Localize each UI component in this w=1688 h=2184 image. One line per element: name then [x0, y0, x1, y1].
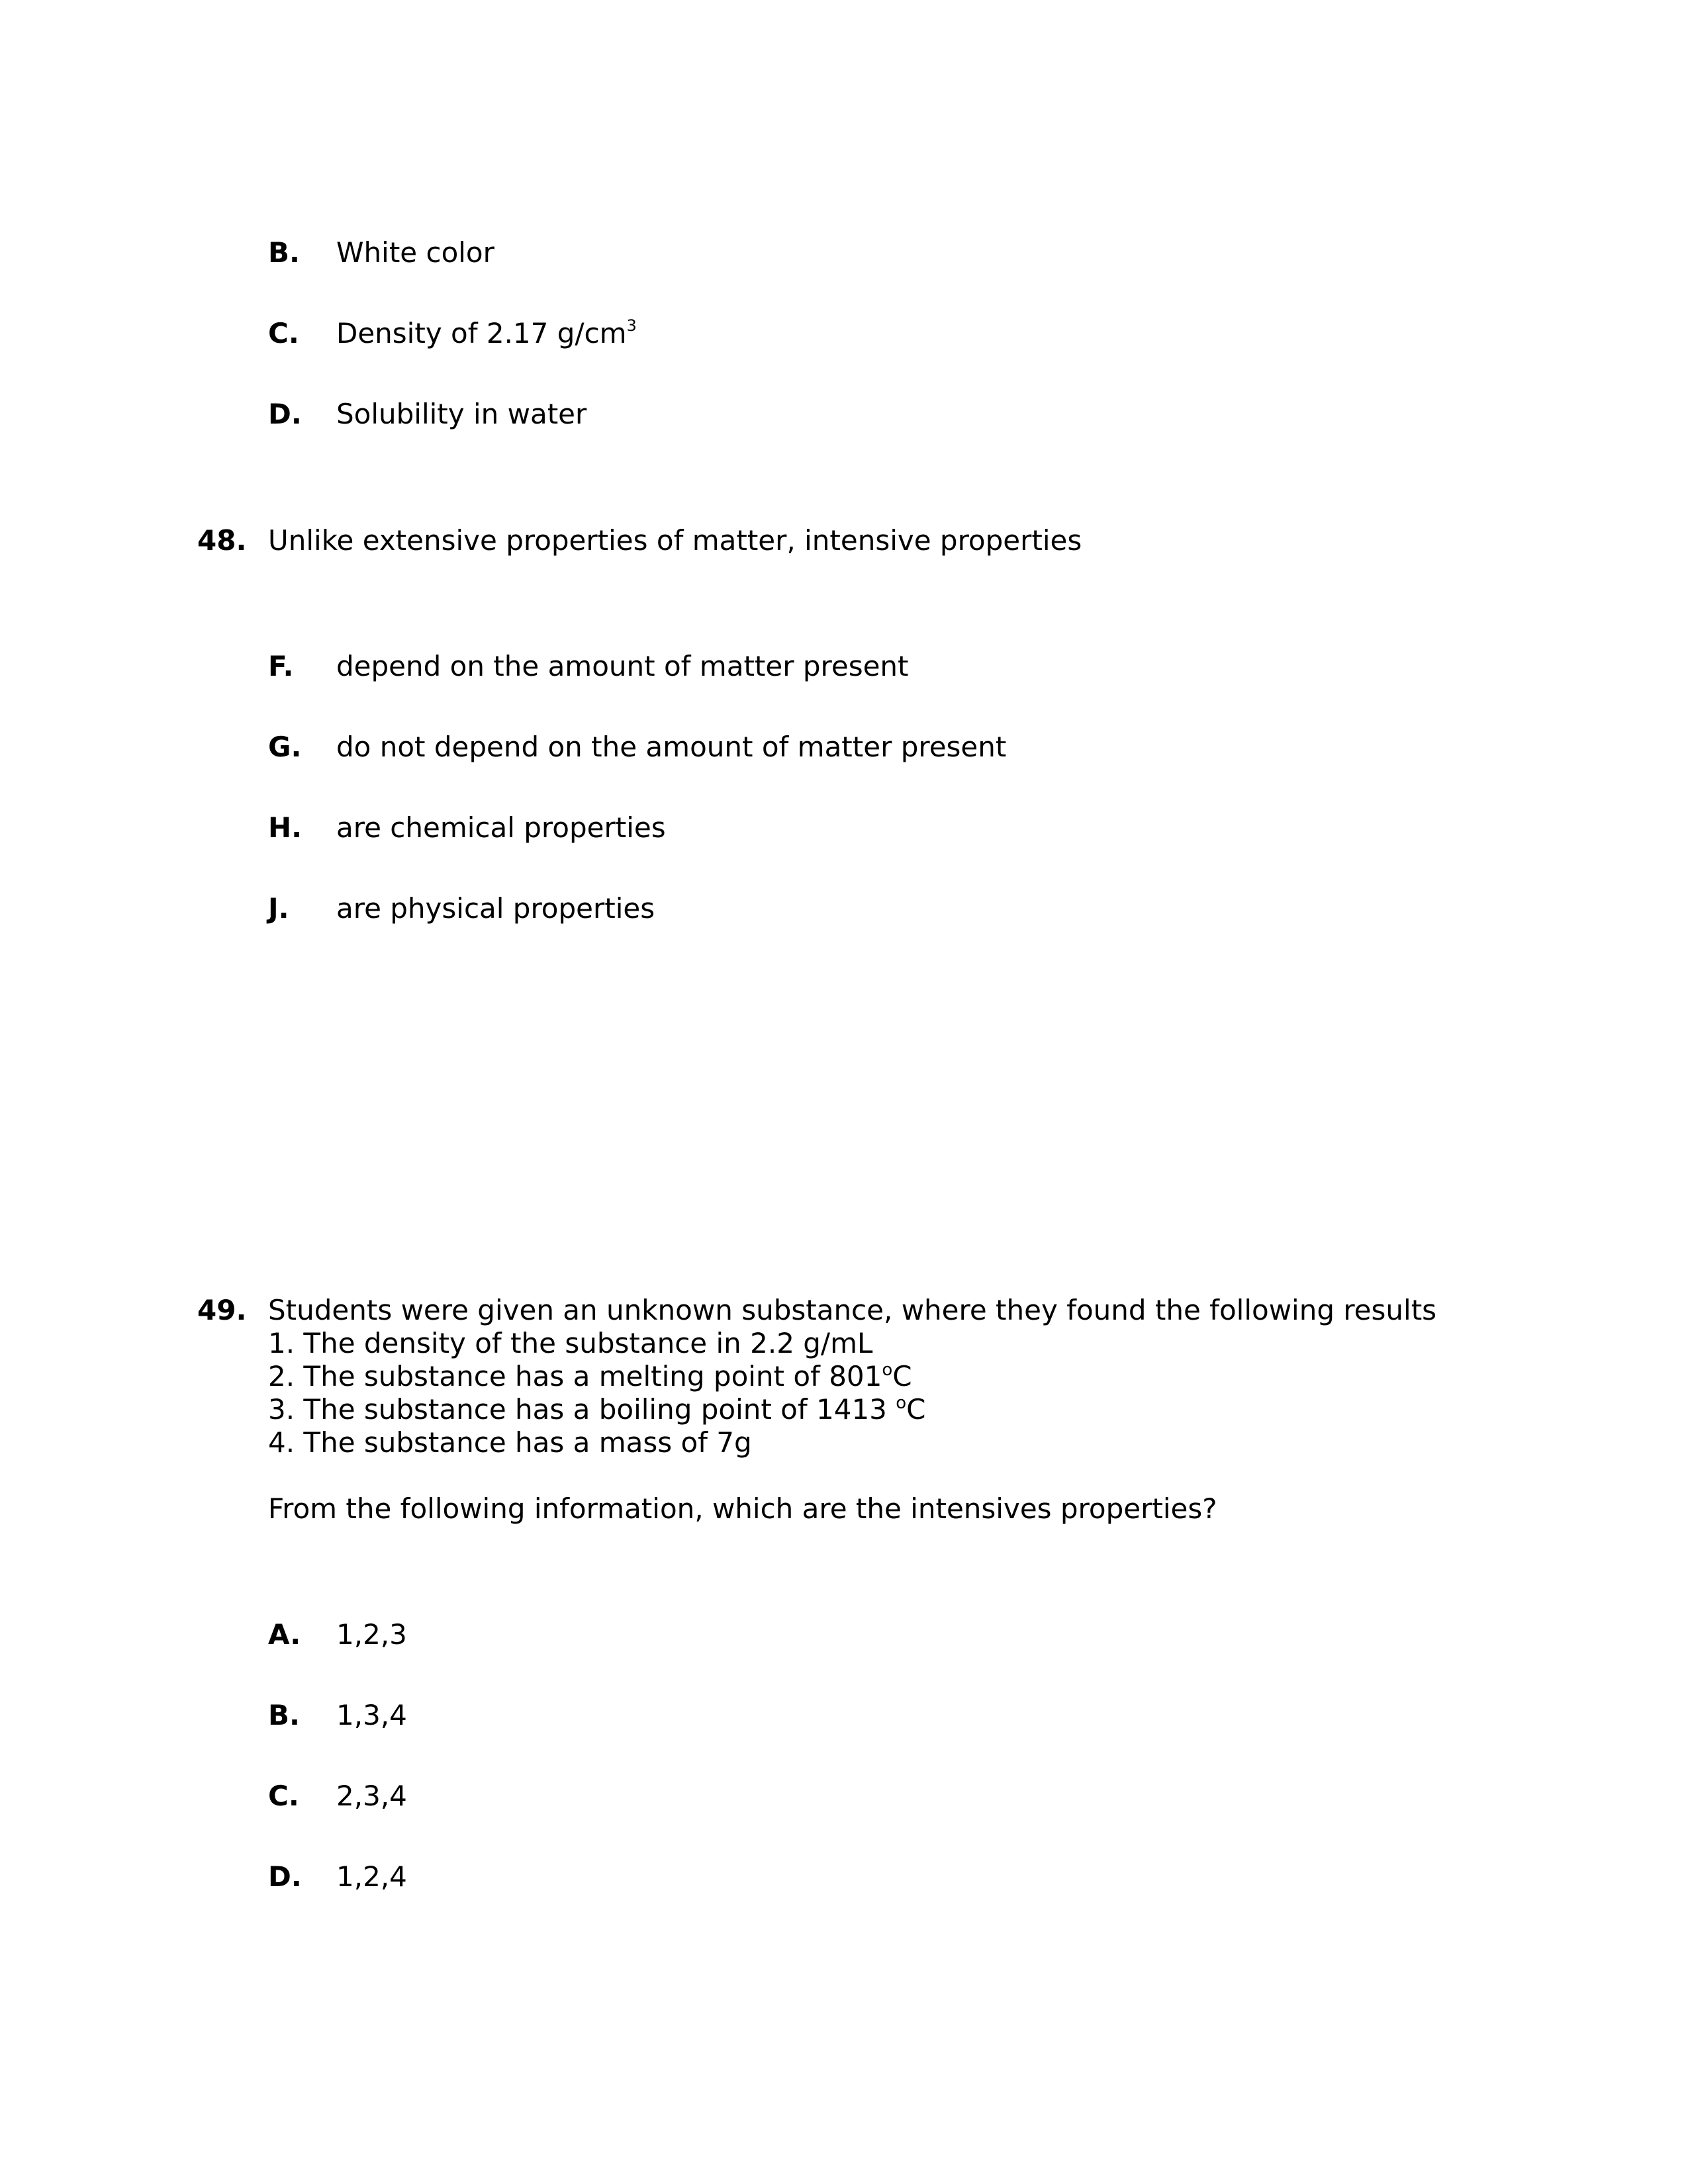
choice-text: Solubility in water: [336, 398, 587, 430]
question-prompt: From the following information, which are the intensives properties?: [268, 1492, 1217, 1525]
choice-letter: C.: [268, 317, 299, 349]
choice-text: 1,2,4: [336, 1860, 407, 1893]
result-line: 4. The substance has a mass of 7g: [268, 1426, 752, 1459]
result-line: [268, 1360, 912, 1393]
question-stem: Students were given an unknown substance, where they found the following results: [268, 1294, 1437, 1326]
question-stem: Unlike extensive properties of matter, intensive properties: [268, 524, 1082, 557]
choice-letter: A.: [268, 1618, 301, 1651]
choice-text: 1,2,3: [336, 1618, 407, 1651]
choice-text: 1,3,4: [336, 1699, 407, 1731]
choice-letter: C.: [268, 1780, 299, 1812]
choice-text-wrapper: [336, 317, 637, 350]
choice-letter: G.: [268, 731, 302, 763]
choice-letter: H.: [268, 811, 303, 844]
choice-text: 2,3,4: [336, 1780, 407, 1812]
choice-letter: B.: [268, 1699, 300, 1731]
choice-text: do not depend on the amount of matter present: [336, 731, 1007, 763]
degree-mark: o: [896, 1393, 907, 1413]
choice-text: are physical properties: [336, 892, 655, 925]
result-line: [268, 1393, 926, 1426]
question-number: 48.: [197, 524, 247, 557]
result-line: 1. The density of the substance in 2.2 g/mL: [268, 1327, 873, 1359]
result-text: 2. The substance has a melting point of 801: [268, 1360, 882, 1392]
superscript: 3: [626, 316, 637, 335]
question-number: 49.: [197, 1294, 247, 1326]
choice-letter: D.: [268, 398, 302, 430]
degree-mark: o: [882, 1360, 893, 1380]
choice-text: Density of 2.17 g/cm: [336, 317, 627, 349]
choice-letter: B.: [268, 236, 300, 269]
result-unit: C: [892, 1360, 912, 1392]
choice-letter: J.: [268, 892, 289, 925]
choice-text: are chemical properties: [336, 811, 666, 844]
result-text: 3. The substance has a boiling point of 1413: [268, 1393, 896, 1426]
choice-letter: D.: [268, 1860, 302, 1893]
result-unit: C: [906, 1393, 926, 1426]
choice-text: White color: [336, 236, 494, 269]
choice-letter: F.: [268, 650, 294, 682]
choice-text: depend on the amount of matter present: [336, 650, 909, 682]
